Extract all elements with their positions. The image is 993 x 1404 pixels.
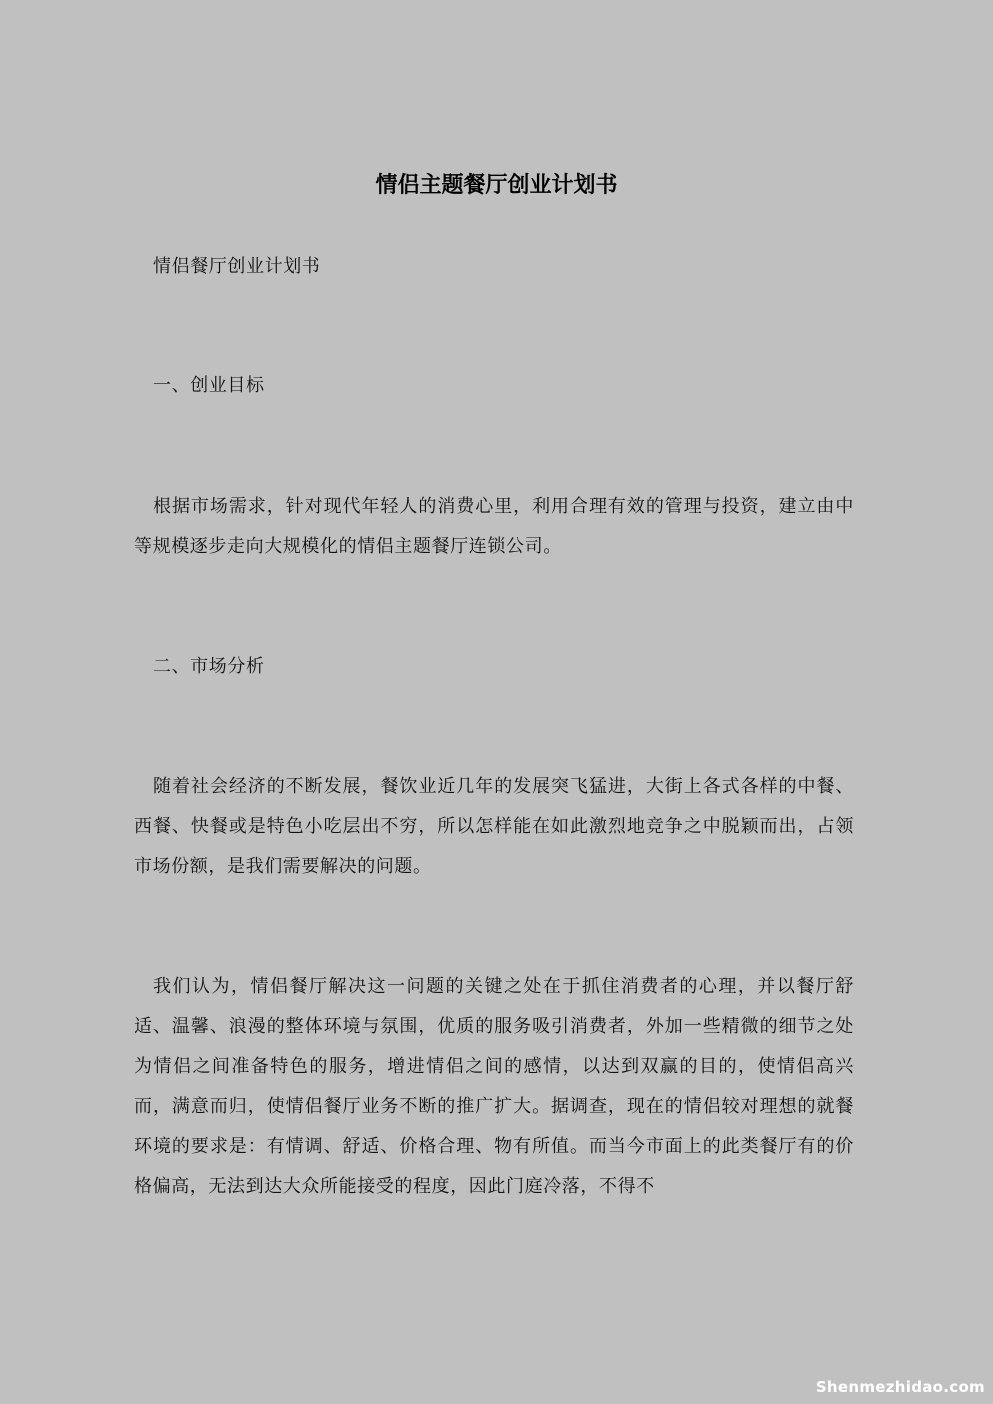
section-2-heading: 二、市场分析 [153, 656, 265, 677]
watermark: Shenmezhidao.com [815, 1378, 985, 1396]
section-2-paragraph-2: 我们认为，情侣餐厅解决这一问题的关键之处在于抓住消费者的心理，并以餐厅舒适、温馨、浪漫的整体环境与氛围，优质的服务吸引消费者，外加一些精微的细节之处为情侣之间准备特色的服务，增进情侣之间的感情，以达到双赢的目的，使情侣高兴而，满意而归，使情侣餐厅业务不断的推广扩大。据调查，现在的情侣较对理想的就餐环境的要求是：有情调、舒适、价格合理、物有所值。而当今市面上的此类餐厅有的价格偏高，无法到达大众所能接受的程度，因此门庭冷落，不得不 [134, 976, 854, 1197]
section-1-heading: 一、创业目标 [153, 375, 265, 396]
section-2-paragraph-1: 随着社会经济的不断发展，餐饮业近几年的发展突飞猛进，大街上各式各样的中餐、西餐、快餐或是特色小吃层出不穷，所以怎样能在如此激烈地竞争之中脱颖而出，占领市场份额，是我们需要解决的问题。 [134, 776, 854, 877]
document-title: 情侣主题餐厅创业计划书 [375, 173, 618, 198]
section-1-paragraph: 根据市场需求，针对现代年轻人的消费心里，利用合理有效的管理与投资，建立由中等规模逐步走向大规模化的情侣主题餐厅连锁公司。 [134, 496, 854, 557]
document-subtitle: 情侣餐厅创业计划书 [153, 256, 321, 277]
